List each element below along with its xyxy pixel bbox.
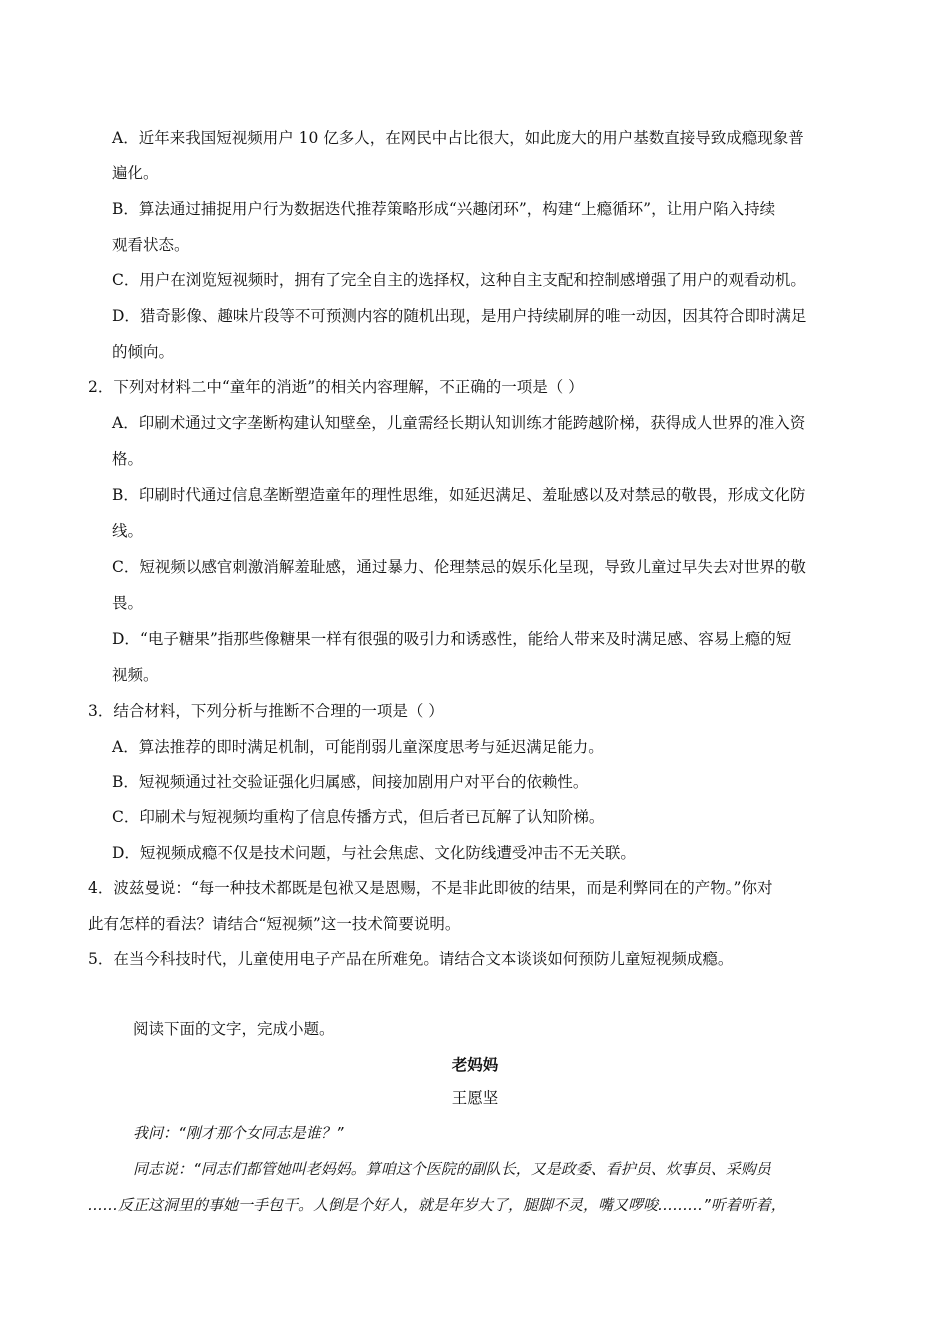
story-title: 老妈妈 bbox=[451, 1055, 499, 1074]
q1-option-c-line1: C．用户在浏览短视频时，拥有了完全自主的选择权，这种自主支配和控制感增强了用户的观看动机。 bbox=[112, 271, 806, 289]
q2-option-d-line1: D．“电子糖果”指那些像糖果一样有很强的吸引力和诱惑性，能给人带来及时满足感、容易上瘾的短 bbox=[112, 630, 792, 648]
q2-option-a-line1: A．印刷术通过文字垄断构建认知壁垒，儿童需经长期认知训练才能跨越阶梯，获得成人世界的准入资 bbox=[112, 414, 806, 432]
q5-line1: 5．在当今科技时代，儿童使用电子产品在所难免。请结合文本谈谈如何预防儿童短视频成瘾。 bbox=[88, 950, 734, 968]
story-author: 王愿坚 bbox=[451, 1089, 499, 1107]
q3-option-d: D．短视频成瘾不仅是技术问题，与社会焦虑、文化防线遭受冲击不无关联。 bbox=[112, 844, 636, 862]
q4-line2: 此有怎样的看法？请结合“短视频”这一技术简要说明。 bbox=[88, 915, 461, 933]
q2-stem: 2．下列对材料二中“童年的消逝”的相关内容理解，不正确的一项是（ ） bbox=[88, 378, 584, 396]
q1-option-a-line1: A．近年来我国短视频用户 10 亿多人，在网民中占比很大，如此庞大的用户基数直接导致成瘾现象普 bbox=[112, 129, 804, 147]
q2-option-d-line2: 视频。 bbox=[112, 666, 159, 684]
q3-stem: 3．结合材料，下列分析与推断不合理的一项是（ ） bbox=[88, 702, 444, 720]
q3-option-a: A．算法推荐的即时满足机制，可能削弱儿童深度思考与延迟满足能力。 bbox=[112, 738, 604, 756]
q1-option-a-line2: 遍化。 bbox=[112, 164, 159, 182]
q2-option-c-line1: C．短视频以感官刺激消解羞耻感，通过暴力、伦理禁忌的娱乐化呈现，导致儿童过早失去对世界的敬 bbox=[112, 558, 806, 576]
q1-option-d-line1: D．猎奇影像、趣味片段等不可预测内容的随机出现，是用户持续刷屏的唯一动因，因其符合即时满足 bbox=[112, 307, 807, 325]
q3-option-c: C．印刷术与短视频均重构了信息传播方式，但后者已瓦解了认知阶梯。 bbox=[112, 808, 605, 826]
story-paragraph-1: 我问：“刚才那个女同志是谁？” bbox=[133, 1124, 344, 1142]
q1-option-b-line2: 观看状态。 bbox=[112, 236, 190, 254]
q3-option-b: B．短视频通过社交验证强化归属感，间接加剧用户对平台的依赖性。 bbox=[112, 773, 589, 791]
story-paragraph-2-line1: 同志说：“同志们都管她叫老妈妈。算咱这个医院的副队长，又是政委、看护员、炊事员、采购员 bbox=[133, 1160, 771, 1178]
story-paragraph-2-line2: ……反正这洞里的事她一手包干。人倒是个好人，就是年岁大了，腿脚不灵，嘴又啰唆………”听着听着， bbox=[88, 1196, 786, 1214]
q2-option-b-line2: 线。 bbox=[112, 522, 144, 540]
q2-option-c-line2: 畏。 bbox=[112, 594, 144, 612]
q1-option-b-line1: B．算法通过捕捉用户行为数据迭代推荐策略形成“兴趣闭环”，构建“上瘾循环”，让用户陷入持续 bbox=[112, 200, 776, 218]
q2-option-b-line1: B．印刷时代通过信息垄断塑造童年的理性思维，如延迟满足、羞耻感以及对禁忌的敬畏，形成文化防 bbox=[112, 486, 806, 504]
q2-option-a-line2: 格。 bbox=[112, 450, 144, 468]
q1-option-d-line2: 的倾向。 bbox=[112, 343, 175, 361]
reading-intro: 阅读下面的文字，完成小题。 bbox=[133, 1020, 335, 1038]
q4-line1: 4．波兹曼说：“每一种技术都既是包袱又是恩赐，不是非此即彼的结果，而是利弊同在的产物。”你对 bbox=[88, 879, 773, 897]
